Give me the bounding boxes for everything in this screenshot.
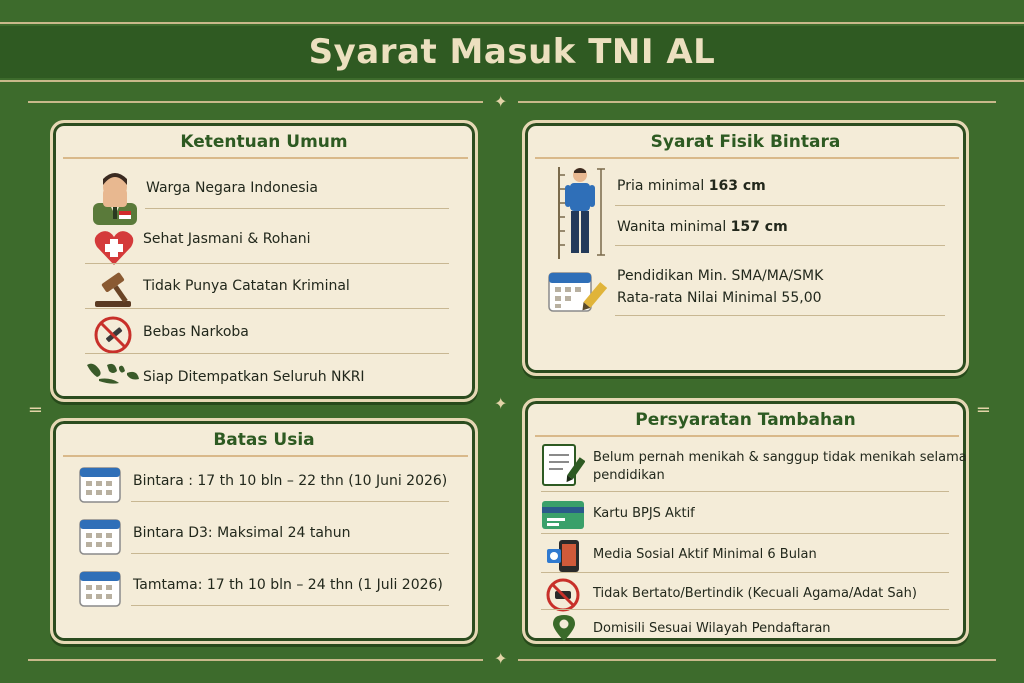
usia-bintara: Bintara : 17 th 10 bln – 22 thn (10 Juni 2026) — [133, 473, 448, 489]
item-kriminal: Tidak Punya Catatan Kriminal — [143, 278, 350, 294]
divider-right — [518, 101, 996, 103]
footer-divider-right — [518, 659, 996, 661]
soldier-icon — [87, 167, 143, 225]
wanita-value: 157 cm — [730, 219, 788, 235]
card-title-separator — [535, 435, 959, 437]
card-title-separator — [63, 455, 468, 457]
card-title-separator — [535, 157, 959, 159]
pria-minimal — [617, 178, 766, 194]
row-separator — [131, 605, 449, 606]
card-title-ketentuan-umum: Ketentuan Umum — [180, 132, 348, 152]
social-media-icon — [545, 539, 585, 573]
row-separator — [131, 501, 449, 502]
calendar-icon — [79, 569, 121, 607]
wanita-label: Wanita minimal — [617, 219, 727, 235]
card-icon — [541, 500, 585, 530]
usia-bintara-d3: Bintara D3: Maksimal 24 tahun — [133, 525, 351, 541]
nilai-minimal: Rata-rata Nilai Minimal 55,00 — [617, 290, 822, 306]
header-bottom-line — [0, 80, 1024, 82]
card-title-persyaratan-tambahan: Persyaratan Tambahan — [635, 410, 856, 430]
row-separator — [85, 308, 449, 309]
item-menikah-line2: pendidikan — [593, 468, 665, 483]
item-narkoba: Bebas Narkoba — [143, 324, 249, 340]
item-nkri: Siap Ditempatkan Seluruh NKRI — [143, 369, 365, 385]
row-separator — [541, 572, 949, 573]
side-dash-left-icon: ═ — [30, 400, 41, 421]
height-measure-icon — [553, 165, 609, 261]
card-title-separator — [63, 157, 468, 159]
item-tato: Tidak Bertato/Bertindik (Kecuali Agama/Adat Sah) — [593, 586, 917, 601]
card-ketentuan-umum — [50, 120, 478, 402]
gavel-icon — [91, 271, 137, 309]
card-batas-usia — [50, 418, 478, 644]
row-separator — [541, 491, 949, 492]
calendar-pencil-icon — [547, 269, 607, 315]
item-menikah-line1: Belum pernah menikah & sanggup tidak menikah selama — [593, 450, 967, 465]
row-separator — [615, 245, 945, 246]
row-separator — [615, 205, 945, 206]
row-separator — [541, 533, 949, 534]
divider-diamond-icon: ✦ — [494, 92, 508, 111]
center-diamond-icon: ✦ — [494, 394, 508, 413]
wanita-minimal — [617, 219, 788, 235]
row-separator — [541, 609, 949, 610]
location-pin-icon — [551, 613, 577, 643]
pendidikan-minimal: Pendidikan Min. SMA/MA/SMK — [617, 268, 824, 284]
card-syarat-fisik — [522, 120, 969, 376]
card-persyaratan-tambahan — [522, 398, 969, 644]
no-drugs-icon — [93, 315, 133, 355]
card-title-syarat-fisik: Syarat Fisik Bintara — [650, 132, 841, 152]
item-domisili: Domisili Sesuai Wilayah Pendaftaran — [593, 621, 831, 636]
row-separator — [131, 553, 449, 554]
card-title-batas-usia: Batas Usia — [213, 430, 315, 450]
footer-divider-left — [28, 659, 483, 661]
document-pen-icon — [541, 443, 585, 487]
calendar-icon — [79, 517, 121, 555]
item-media-sosial: Media Sosial Aktif Minimal 6 Bulan — [593, 547, 817, 562]
item-warga-negara: Warga Negara Indonesia — [146, 180, 318, 196]
item-bpjs: Kartu BPJS Aktif — [593, 506, 695, 521]
footer-diamond-icon: ✦ — [494, 649, 508, 668]
row-separator — [85, 353, 449, 354]
row-separator — [615, 315, 945, 316]
no-tattoo-icon — [545, 577, 581, 613]
header-top-line — [0, 22, 1024, 24]
divider-left — [28, 101, 483, 103]
row-separator — [85, 263, 449, 264]
usia-tamtama: Tamtama: 17 th 10 bln – 24 thn (1 Juli 2026) — [133, 577, 443, 593]
item-sehat: Sehat Jasmani & Rohani — [143, 231, 311, 247]
side-dash-right-icon: ═ — [978, 400, 989, 421]
indonesia-map-icon — [85, 359, 141, 389]
page-title: Syarat Masuk TNI AL — [308, 32, 716, 72]
pria-label: Pria minimal — [617, 178, 705, 194]
health-heart-icon — [93, 229, 135, 267]
row-separator — [145, 208, 449, 209]
calendar-icon — [79, 465, 121, 503]
pria-value: 163 cm — [708, 178, 766, 194]
